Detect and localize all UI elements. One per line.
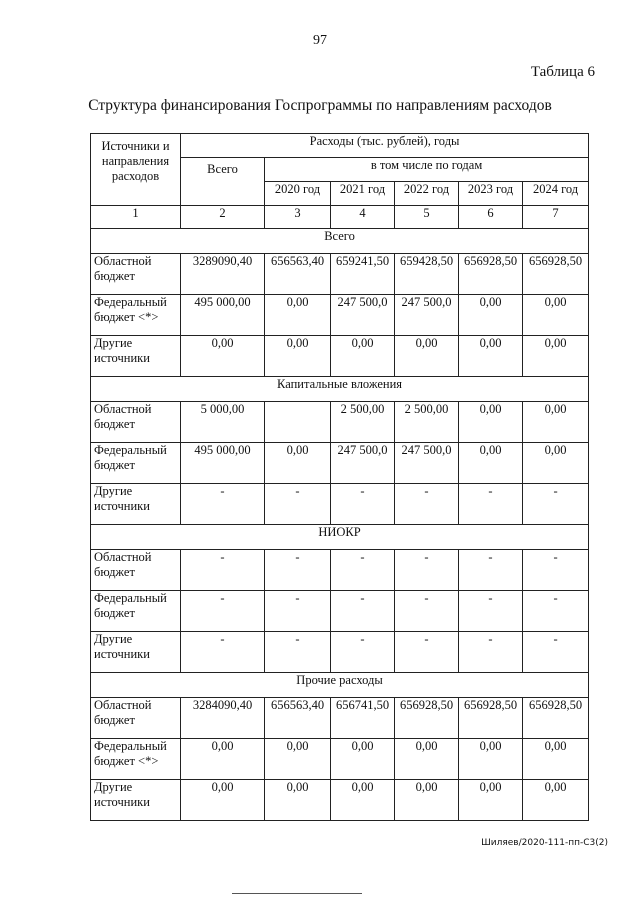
section-title: НИОКР	[91, 525, 589, 550]
section-row	[91, 377, 589, 402]
value-cell: 247 500,0	[395, 443, 459, 484]
value-cell: 0,00	[459, 739, 523, 780]
value-cell: 2 500,00	[395, 402, 459, 443]
value-cell: 0,00	[459, 295, 523, 336]
table-row	[91, 632, 589, 673]
value-cell: -	[265, 591, 331, 632]
value-cell: 0,00	[523, 295, 589, 336]
value-cell: 0,00	[523, 402, 589, 443]
value-cell: 0,00	[265, 739, 331, 780]
year-header: 2022 год	[395, 182, 459, 206]
table-body	[91, 134, 589, 821]
value-cell: -	[395, 550, 459, 591]
column-number: 5	[395, 206, 459, 229]
value-cell: 247 500,0	[331, 443, 395, 484]
document-title: Структура финансирования Госпрограммы по направлениям расходов	[88, 97, 552, 114]
section-title: Всего	[91, 229, 589, 254]
value-cell: 656928,50	[523, 254, 589, 295]
value-cell: 0,00	[523, 443, 589, 484]
table-row	[91, 295, 589, 336]
year-header: 2020 год	[265, 182, 331, 206]
table-row	[91, 698, 589, 739]
source-cell: Областной бюджет	[91, 550, 181, 591]
bottom-divider	[232, 893, 362, 894]
value-cell: 656928,50	[523, 698, 589, 739]
value-cell: -	[523, 591, 589, 632]
value-cell: 0,00	[523, 336, 589, 377]
value-cell: -	[395, 632, 459, 673]
column-number: 6	[459, 206, 523, 229]
value-cell: 0,00	[459, 780, 523, 821]
value-cell: 0,00	[181, 780, 265, 821]
value-cell: -	[181, 632, 265, 673]
value-cell: 0,00	[331, 336, 395, 377]
table-row	[91, 402, 589, 443]
source-cell: Федеральный бюджет <*>	[91, 295, 181, 336]
value-cell: -	[523, 484, 589, 525]
total-header: Всего	[181, 158, 265, 206]
table-row	[91, 484, 589, 525]
value-cell: 0,00	[459, 402, 523, 443]
value-cell: 0,00	[395, 739, 459, 780]
page-number: 97	[313, 33, 327, 48]
value-cell	[265, 402, 331, 443]
value-cell: 656928,50	[459, 698, 523, 739]
source-cell: Федеральный бюджет	[91, 591, 181, 632]
value-cell: 0,00	[523, 739, 589, 780]
value-cell: -	[265, 632, 331, 673]
value-cell: 0,00	[265, 336, 331, 377]
section-row	[91, 525, 589, 550]
value-cell: 0,00	[523, 780, 589, 821]
source-cell: Федеральный бюджет	[91, 443, 181, 484]
value-cell: -	[459, 632, 523, 673]
section-row	[91, 673, 589, 698]
section-title: Прочие расходы	[91, 673, 589, 698]
value-cell: -	[265, 484, 331, 525]
table-row	[91, 254, 589, 295]
value-cell: 5 000,00	[181, 402, 265, 443]
column-number: 7	[523, 206, 589, 229]
value-cell: 656563,40	[265, 254, 331, 295]
by-years-header: в том числе по годам	[265, 158, 589, 182]
value-cell: 0,00	[459, 443, 523, 484]
year-header: 2023 год	[459, 182, 523, 206]
header-row	[91, 134, 589, 158]
table-row	[91, 550, 589, 591]
value-cell: 0,00	[265, 780, 331, 821]
value-cell: -	[331, 550, 395, 591]
year-header: 2024 год	[523, 182, 589, 206]
value-cell: 659241,50	[331, 254, 395, 295]
value-cell: 0,00	[459, 336, 523, 377]
value-cell: 659428,50	[395, 254, 459, 295]
value-cell: 495 000,00	[181, 295, 265, 336]
value-cell: 0,00	[265, 443, 331, 484]
value-cell: 656928,50	[395, 698, 459, 739]
value-cell: -	[331, 591, 395, 632]
source-cell: Областной бюджет	[91, 254, 181, 295]
value-cell: 0,00	[331, 739, 395, 780]
column-number: 2	[181, 206, 265, 229]
column-numbers-row	[91, 206, 589, 229]
column-number: 3	[265, 206, 331, 229]
value-cell: -	[265, 550, 331, 591]
value-cell: 656741,50	[331, 698, 395, 739]
column-number: 4	[331, 206, 395, 229]
source-cell: Областной бюджет	[91, 402, 181, 443]
value-cell: -	[331, 484, 395, 525]
value-cell: 0,00	[181, 336, 265, 377]
value-cell: -	[523, 550, 589, 591]
source-cell: Другие источники	[91, 336, 181, 377]
value-cell: 656928,50	[459, 254, 523, 295]
value-cell: -	[459, 484, 523, 525]
table-row	[91, 336, 589, 377]
sources-header: Источники и направления расходов	[91, 134, 181, 206]
value-cell: 247 500,0	[331, 295, 395, 336]
value-cell: -	[181, 591, 265, 632]
footer-code: Шиляев/2020-111-пп-С3(2)	[481, 838, 608, 848]
value-cell: 3284090,40	[181, 698, 265, 739]
value-cell: 0,00	[395, 336, 459, 377]
expenses-header: Расходы (тыс. рублей), годы	[181, 134, 589, 158]
source-cell: Федеральный бюджет <*>	[91, 739, 181, 780]
value-cell: -	[459, 591, 523, 632]
column-number: 1	[91, 206, 181, 229]
table-row	[91, 780, 589, 821]
section-row	[91, 229, 589, 254]
value-cell: 0,00	[395, 780, 459, 821]
table-row	[91, 739, 589, 780]
table-row	[91, 443, 589, 484]
table-row	[91, 591, 589, 632]
source-cell: Другие источники	[91, 780, 181, 821]
value-cell: -	[181, 484, 265, 525]
section-title: Капитальные вложения	[91, 377, 589, 402]
value-cell: -	[395, 484, 459, 525]
value-cell: 0,00	[331, 780, 395, 821]
value-cell: -	[395, 591, 459, 632]
value-cell: 495 000,00	[181, 443, 265, 484]
value-cell: -	[331, 632, 395, 673]
value-cell: 2 500,00	[331, 402, 395, 443]
source-cell: Другие источники	[91, 484, 181, 525]
value-cell: 3289090,40	[181, 254, 265, 295]
source-cell: Другие источники	[91, 632, 181, 673]
year-header: 2021 год	[331, 182, 395, 206]
financing-table	[90, 133, 589, 821]
value-cell: 0,00	[265, 295, 331, 336]
value-cell: 0,00	[181, 739, 265, 780]
value-cell: -	[459, 550, 523, 591]
value-cell: 247 500,0	[395, 295, 459, 336]
source-cell: Областной бюджет	[91, 698, 181, 739]
value-cell: -	[181, 550, 265, 591]
table-caption: Таблица 6	[530, 64, 595, 80]
value-cell: -	[523, 632, 589, 673]
value-cell: 656563,40	[265, 698, 331, 739]
